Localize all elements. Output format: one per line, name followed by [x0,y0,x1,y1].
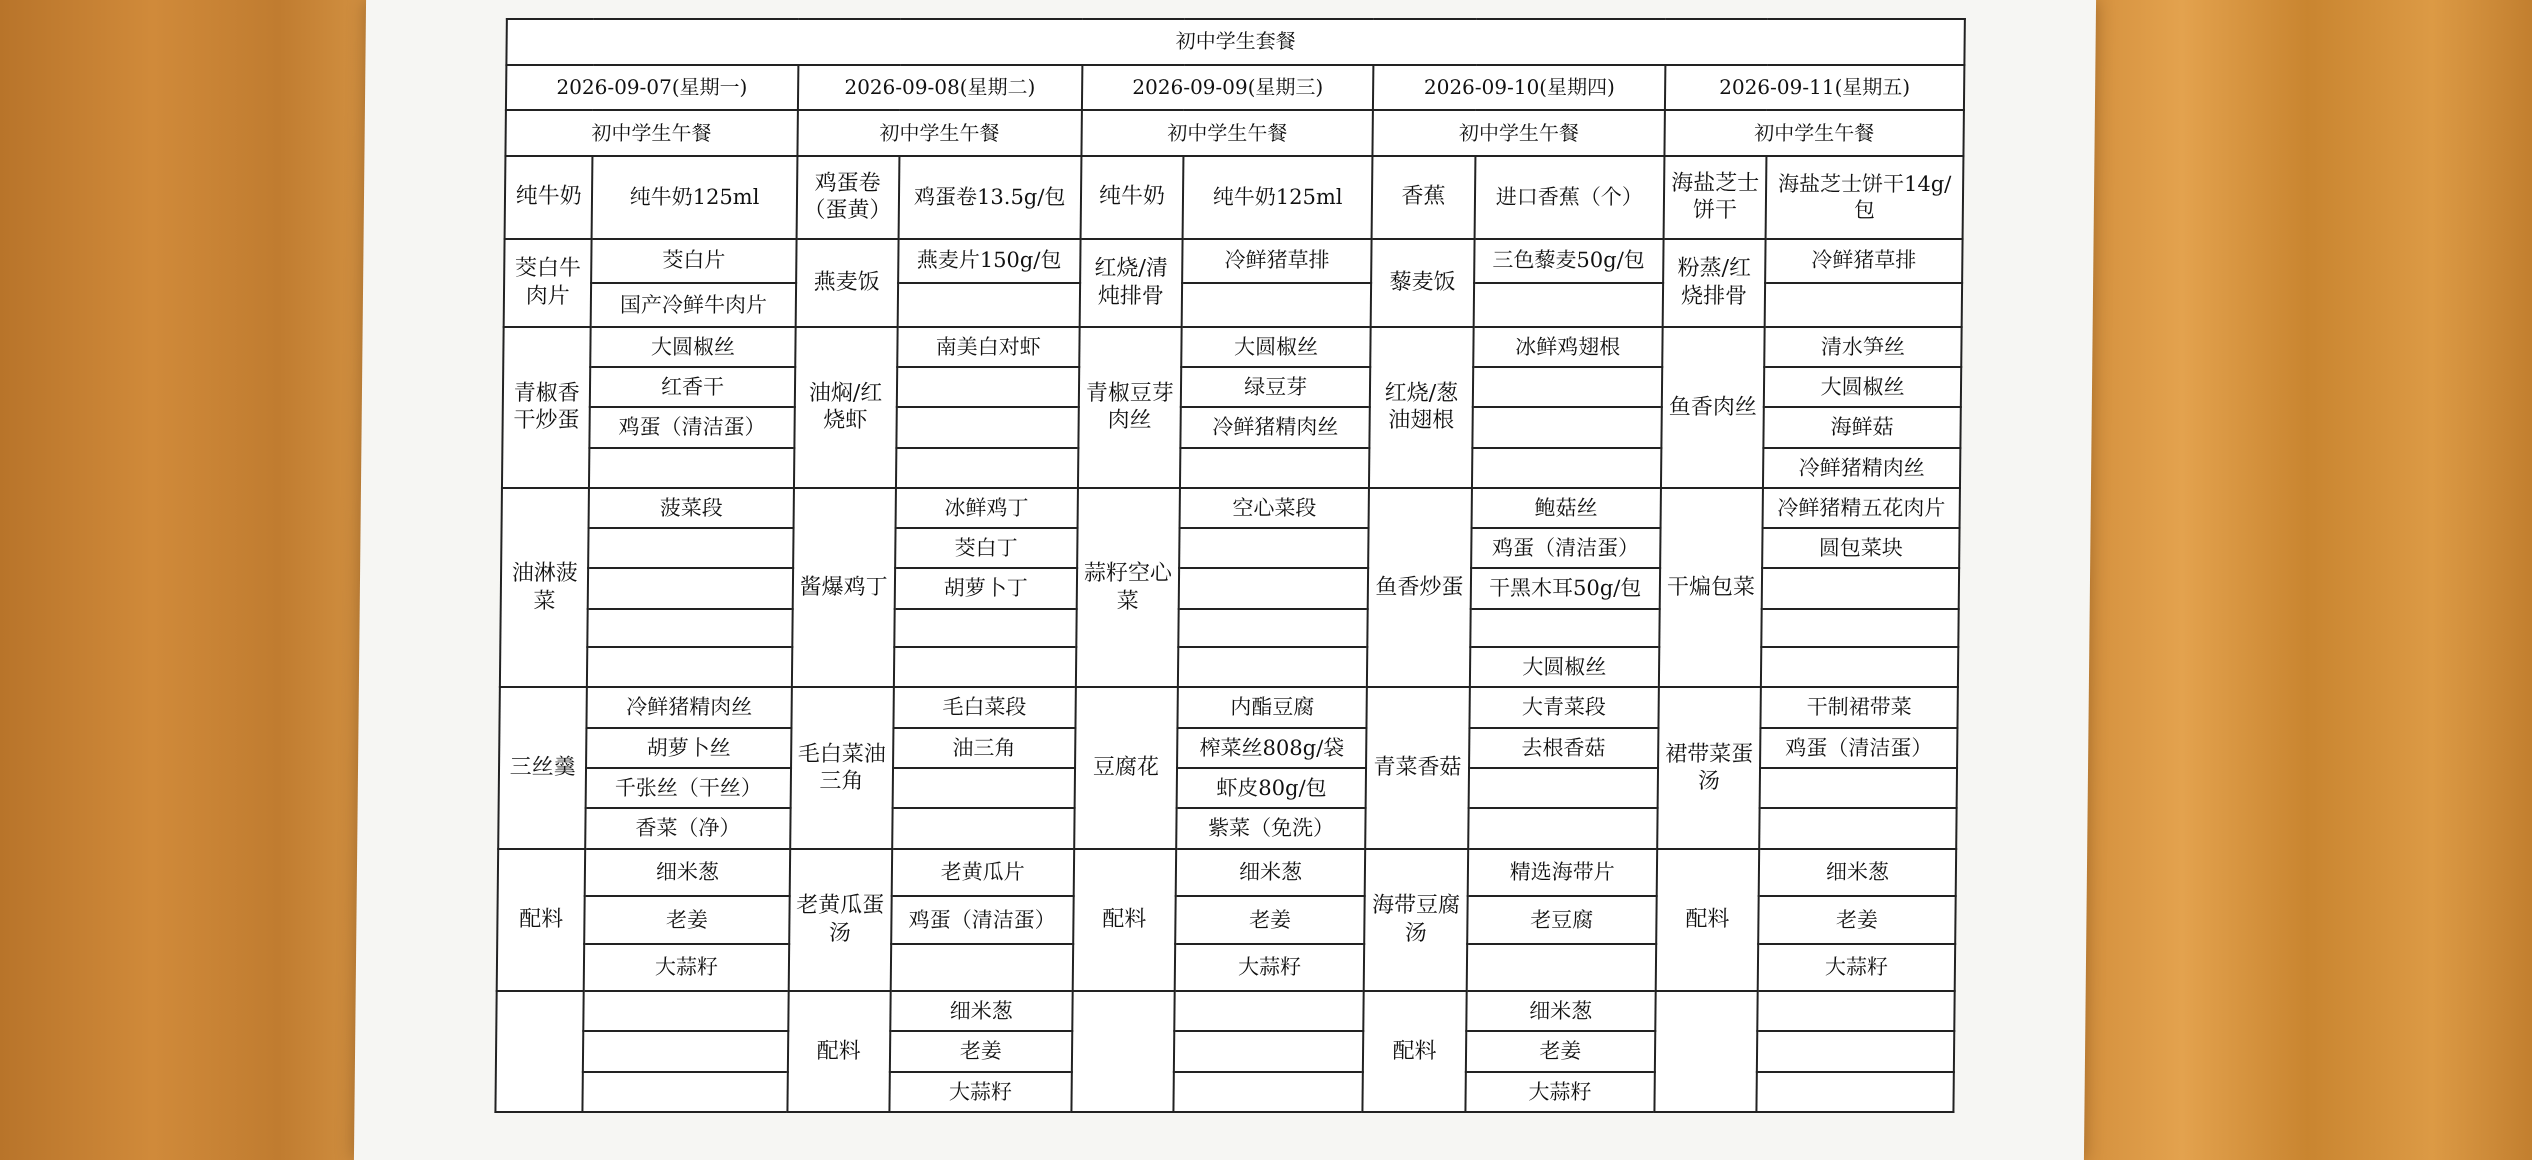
ingredient-cell [583,1031,788,1071]
ingredient-cell: 纯牛奶125ml [1182,156,1372,239]
ingredient-cell [588,609,793,647]
dish-name: 粉蒸/红烧排骨 [1663,239,1766,327]
ingredient-cell [1472,367,1662,407]
ingredient-cell: 海盐芝士饼干14g/包 [1766,156,1964,239]
ingredient-cell [1174,1031,1364,1071]
dish-name: 蒜籽空心菜 [1076,488,1180,688]
ingredient-cell [890,944,1073,992]
dish-name: 燕麦饭 [795,239,898,327]
ingredient-cell: 去根香菇 [1469,728,1659,768]
ingredient-cell [896,448,1079,488]
ingredient-cell: 大圆椒丝 [1764,367,1961,407]
ingredient-cell [1471,448,1661,488]
ingredient-cell: 红香干 [590,367,795,407]
day-meal-label: 初中学生午餐 [1081,110,1373,156]
dish-name: 纯牛奶 [505,156,593,239]
paper-sheet [354,0,2096,1160]
dish-name: 鱼香炒蛋 [1367,488,1471,688]
day-date: 2026-09-09(星期三) [1082,65,1374,111]
dish-name: 配料 [1073,849,1177,992]
ingredient-cell [1765,283,1962,327]
ingredient-cell: 精选海带片 [1467,849,1657,897]
ingredient-cell: 冰鲜鸡丁 [895,488,1078,528]
ingredient-cell: 细米葱 [1466,991,1656,1031]
ingredient-cell: 榨菜丝808g/袋 [1177,728,1367,768]
ingredient-cell: 细米葱 [1176,849,1366,897]
dish-name: 鸡蛋卷（蛋黄） [796,156,899,239]
dish-name: 配料 [497,849,586,992]
ingredient-cell [589,448,794,488]
ingredient-cell: 冰鲜鸡翅根 [1473,327,1663,367]
ingredient-cell: 冷鲜猪草排 [1765,239,1962,283]
ingredient-cell: 老黄瓜片 [891,849,1074,897]
day-meal-label: 初中学生午餐 [797,110,1082,156]
menu-row [499,687,1957,727]
wood-background [2032,0,2532,1160]
ingredient-cell: 冷鲜猪精肉丝 [1180,407,1370,447]
ingredient-cell: 大蒜籽 [1465,1072,1655,1112]
menu-row [498,849,1956,897]
ingredient-cell [892,808,1075,848]
ingredient-cell [1759,808,1956,848]
dish-name [495,991,584,1112]
ingredient-cell: 国产冷鲜牛肉片 [591,283,796,327]
dish-name: 豆腐花 [1074,687,1178,848]
ingredient-cell [1179,568,1369,608]
ingredient-cell [1761,609,1958,647]
ingredient-cell: 空心菜段 [1179,488,1369,528]
ingredient-cell [583,1072,788,1112]
ingredient-cell: 鸡蛋（清洁蛋） [891,896,1074,944]
ingredient-cell: 茭白片 [592,239,797,283]
ingredient-cell: 鸡蛋（清洁蛋） [1471,528,1661,568]
dish-name: 三丝羹 [498,687,587,848]
ingredient-cell: 圆包菜块 [1762,528,1959,568]
ingredient-cell: 大圆椒丝 [1181,327,1371,367]
ingredient-cell: 胡萝卜丝 [586,728,791,768]
dish-name: 青菜香菇 [1366,687,1470,848]
day-meal-label: 初中学生午餐 [505,110,797,156]
dish-name: 酱爆鸡丁 [791,488,895,688]
dish-name: 海盐芝士饼干 [1664,156,1767,239]
ingredient-cell: 老姜 [1465,1031,1655,1071]
ingredient-cell: 冷鲜猪精肉丝 [1763,448,1960,488]
ingredient-cell: 干制裙带菜 [1761,687,1958,727]
ingredient-cell: 菠菜段 [589,488,794,528]
ingredient-cell [897,283,1080,327]
ingredient-cell: 三色藜麦50g/包 [1474,239,1664,283]
dish-name: 鱼香肉丝 [1661,327,1765,488]
ingredient-cell: 千张丝（干丝） [586,768,791,808]
ingredient-cell [587,647,792,687]
day-date: 2026-09-07(星期一) [506,65,798,111]
menu-row [504,239,1962,283]
ingredient-cell: 大圆椒丝 [591,327,796,367]
day-date: 2026-09-11(星期五) [1665,65,1964,111]
dish-name: 藜麦饭 [1371,239,1474,327]
ingredient-cell [1182,283,1372,327]
ingredient-cell: 香菜（净） [586,808,791,848]
ingredient-cell: 细米葱 [890,991,1073,1031]
ingredient-cell: 毛白菜段 [893,687,1076,727]
ingredient-cell [896,407,1079,447]
ingredient-cell: 胡萝卜丁 [894,568,1077,608]
day-date: 2026-09-10(星期四) [1373,65,1665,111]
ingredient-cell: 老豆腐 [1467,896,1657,944]
ingredient-cell [1468,768,1658,808]
ingredient-cell [1757,1031,1954,1071]
menu-title: 初中学生套餐 [506,19,1964,65]
dish-name: 油焖/红烧虾 [794,327,898,488]
dish-name: 配料 [787,991,890,1112]
ingredient-cell: 老姜 [1758,896,1955,944]
day-date: 2026-09-08(星期二) [797,65,1082,111]
ingredient-cell: 老姜 [1175,896,1365,944]
ingredient-cell [892,768,1075,808]
ingredient-cell: 鸡蛋（清洁蛋） [590,407,795,447]
ingredient-cell: 清水笋丝 [1764,327,1961,367]
ingredient-cell [1468,808,1658,848]
ingredient-cell [1760,768,1957,808]
menu-table [494,18,1965,1113]
dish-name: 裙带菜蛋汤 [1657,687,1761,848]
ingredient-cell: 鸡蛋卷13.5g/包 [898,156,1081,239]
ingredient-cell: 南美白对虾 [897,327,1080,367]
dish-name: 香蕉 [1372,156,1475,239]
dish-name: 配料 [1363,991,1466,1112]
ingredient-cell [588,568,793,608]
ingredient-cell [1180,448,1370,488]
ingredient-cell [1473,283,1663,327]
ingredient-cell: 鲍菇丝 [1471,488,1661,528]
ingredient-cell [1757,1072,1954,1112]
ingredient-cell [584,991,789,1031]
dish-name: 干煸包菜 [1659,488,1763,688]
ingredient-cell: 冷鲜猪草排 [1182,239,1372,283]
menu-row [505,156,1964,239]
ingredient-cell: 油三角 [893,728,1076,768]
ingredient-cell: 冷鲜猪精肉丝 [587,687,792,727]
ingredient-cell: 细米葱 [585,849,790,897]
dish-name [1654,991,1757,1112]
ingredient-cell: 细米葱 [1759,849,1956,897]
dish-name: 青椒豆芽肉丝 [1078,327,1182,488]
ingredient-cell [1466,944,1656,992]
dish-name: 青椒香干炒蛋 [502,327,591,488]
dish-name: 海带豆腐汤 [1364,849,1468,992]
ingredient-cell [896,367,1079,407]
ingredient-cell: 虾皮80g/包 [1177,768,1367,808]
ingredient-cell: 大蒜籽 [584,944,789,992]
ingredient-cell [1178,609,1368,647]
day-meal-label: 初中学生午餐 [1373,110,1665,156]
ingredient-cell [1470,609,1660,647]
ingredient-cell [1757,991,1954,1031]
ingredient-cell: 老姜 [585,896,790,944]
ingredient-cell [1174,991,1364,1031]
ingredient-cell: 茭白丁 [895,528,1078,568]
menu-sheet [494,18,1965,1113]
dish-name: 油淋菠菜 [500,488,590,688]
ingredient-cell: 纯牛奶125ml [592,156,797,239]
ingredient-cell [1472,407,1662,447]
dish-name: 红烧/葱油翅根 [1369,327,1473,488]
menu-row [503,327,1961,367]
ingredient-cell: 燕麦片150g/包 [898,239,1081,283]
ingredient-cell: 冷鲜猪精五花肉片 [1763,488,1960,528]
dish-name [1071,991,1174,1112]
menu-row [496,991,1954,1031]
ingredient-cell [589,528,794,568]
dish-name: 老黄瓜蛋汤 [788,849,892,992]
ingredient-cell: 绿豆芽 [1181,367,1371,407]
ingredient-cell [894,609,1077,647]
ingredient-cell: 紫菜（免洗） [1176,808,1366,848]
ingredient-cell: 大青菜段 [1469,687,1659,727]
ingredient-cell [1761,647,1958,687]
ingredient-cell: 进口香蕉（个） [1474,156,1664,239]
ingredient-cell [1762,568,1959,608]
ingredient-cell [1178,647,1368,687]
day-meal-label: 初中学生午餐 [1664,110,1963,156]
dish-name: 毛白菜油三角 [790,687,894,848]
ingredient-cell: 大蒜籽 [889,1072,1072,1112]
ingredient-cell: 老姜 [889,1031,1072,1071]
ingredient-cell: 鸡蛋（清洁蛋） [1760,728,1957,768]
dish-name: 配料 [1656,849,1760,992]
ingredient-cell: 干黑木耳50g/包 [1470,568,1660,608]
ingredient-cell: 大蒜籽 [1758,944,1955,992]
menu-row [502,488,1960,528]
ingredient-cell: 大圆椒丝 [1469,647,1659,687]
dish-name: 红烧/清炖排骨 [1080,239,1183,327]
dish-name: 茭白牛肉片 [504,239,592,327]
ingredient-cell: 内酯豆腐 [1177,687,1367,727]
ingredient-cell [1173,1072,1363,1112]
ingredient-cell: 海鲜菇 [1763,407,1960,447]
ingredient-cell: 大蒜籽 [1175,944,1365,992]
ingredient-cell [1179,528,1369,568]
dish-name: 纯牛奶 [1080,156,1183,239]
ingredient-cell [893,647,1076,687]
